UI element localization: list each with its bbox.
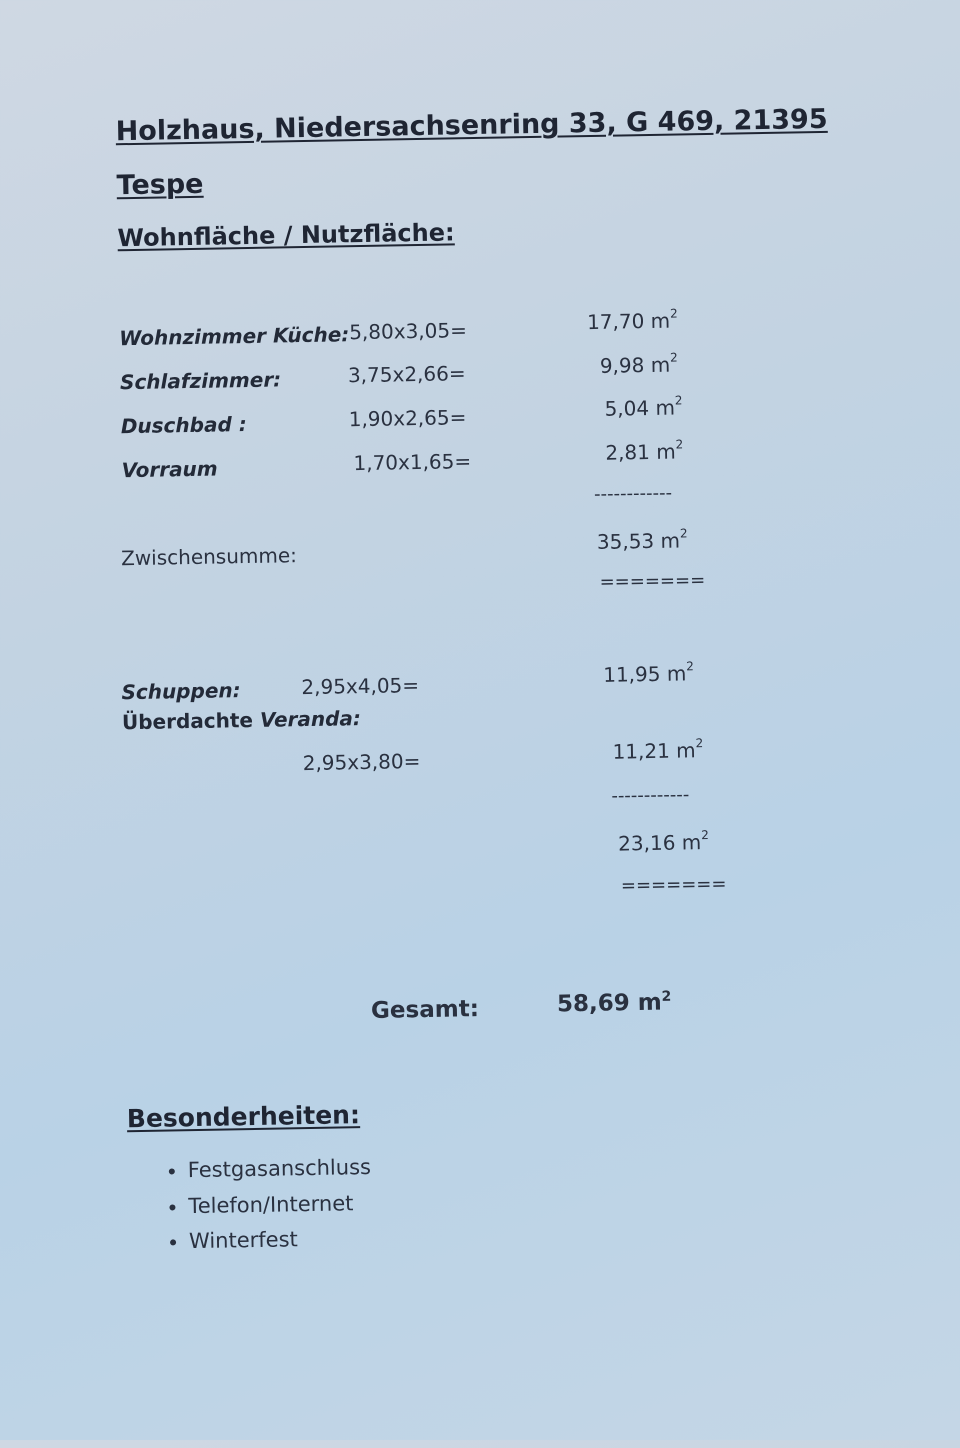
document-title-line2: Tespe bbox=[116, 168, 204, 202]
document-title-line1: Holzhaus, Niedersachsenring 33, G 469, 21395 bbox=[115, 103, 828, 148]
room-label-wohnzimmer: Wohnzimmer Küche: bbox=[119, 322, 350, 351]
subtotal-label-living: Zwischensumme: bbox=[120, 543, 298, 571]
subtotal-value-usable: 23,16 $m^2$ bbox=[617, 828, 709, 856]
equals-rule-usable: ======= bbox=[620, 873, 727, 897]
area-label-schuppen: Schuppen: bbox=[121, 678, 241, 705]
room-area-schlafzimmer: 9,98 $m^2$ bbox=[599, 350, 678, 378]
section-title-living-area: Wohnfläche / Nutzfläche: bbox=[117, 218, 455, 253]
list-item: • Festgasanschluss bbox=[188, 1150, 372, 1189]
area-value-schuppen: 11,95 $m^2$ bbox=[603, 659, 694, 687]
room-formula-schlafzimmer: 3,75x2,66= bbox=[347, 361, 466, 388]
room-formula-wohnzimmer: 5,80x3,05= bbox=[349, 318, 468, 345]
area-formula-schuppen: 2,95x4,05= bbox=[301, 673, 420, 700]
subtotal-value-living: 35,53 $m^2$ bbox=[596, 526, 688, 554]
list-item: • Telefon/Internet bbox=[188, 1185, 372, 1224]
list-item: • Winterfest bbox=[189, 1221, 373, 1260]
room-formula-vorraum: 1,70x1,65= bbox=[353, 449, 472, 476]
dash-rule-usable: ------------ bbox=[611, 784, 690, 807]
room-label-duschbad: Duschbad : bbox=[120, 412, 247, 439]
features-list bbox=[128, 1150, 373, 1261]
room-area-vorraum: 2,81 $m^2$ bbox=[605, 437, 684, 465]
total-value: 58,69 $m^2$ bbox=[556, 988, 672, 1018]
area-formula-veranda: 2,95x3,80= bbox=[302, 749, 421, 776]
room-area-duschbad: 5,04 $m^2$ bbox=[604, 393, 683, 421]
features-heading: Besonderheiten: bbox=[126, 1100, 361, 1134]
total-label: Gesamt: bbox=[370, 996, 480, 1024]
room-formula-duschbad: 1,90x2,65= bbox=[348, 405, 467, 432]
room-label-schlafzimmer: Schlafzimmer: bbox=[119, 367, 282, 395]
area-label-veranda: Überdachte Veranda: bbox=[121, 706, 362, 735]
room-area-wohnzimmer: 17,70 $m^2$ bbox=[586, 306, 678, 335]
room-label-vorraum: Vorraum bbox=[121, 456, 218, 483]
equals-rule-living: ======= bbox=[599, 570, 706, 593]
dash-rule-living: ------------ bbox=[593, 482, 673, 505]
area-value-veranda: 11,21 $m^2$ bbox=[612, 736, 704, 764]
